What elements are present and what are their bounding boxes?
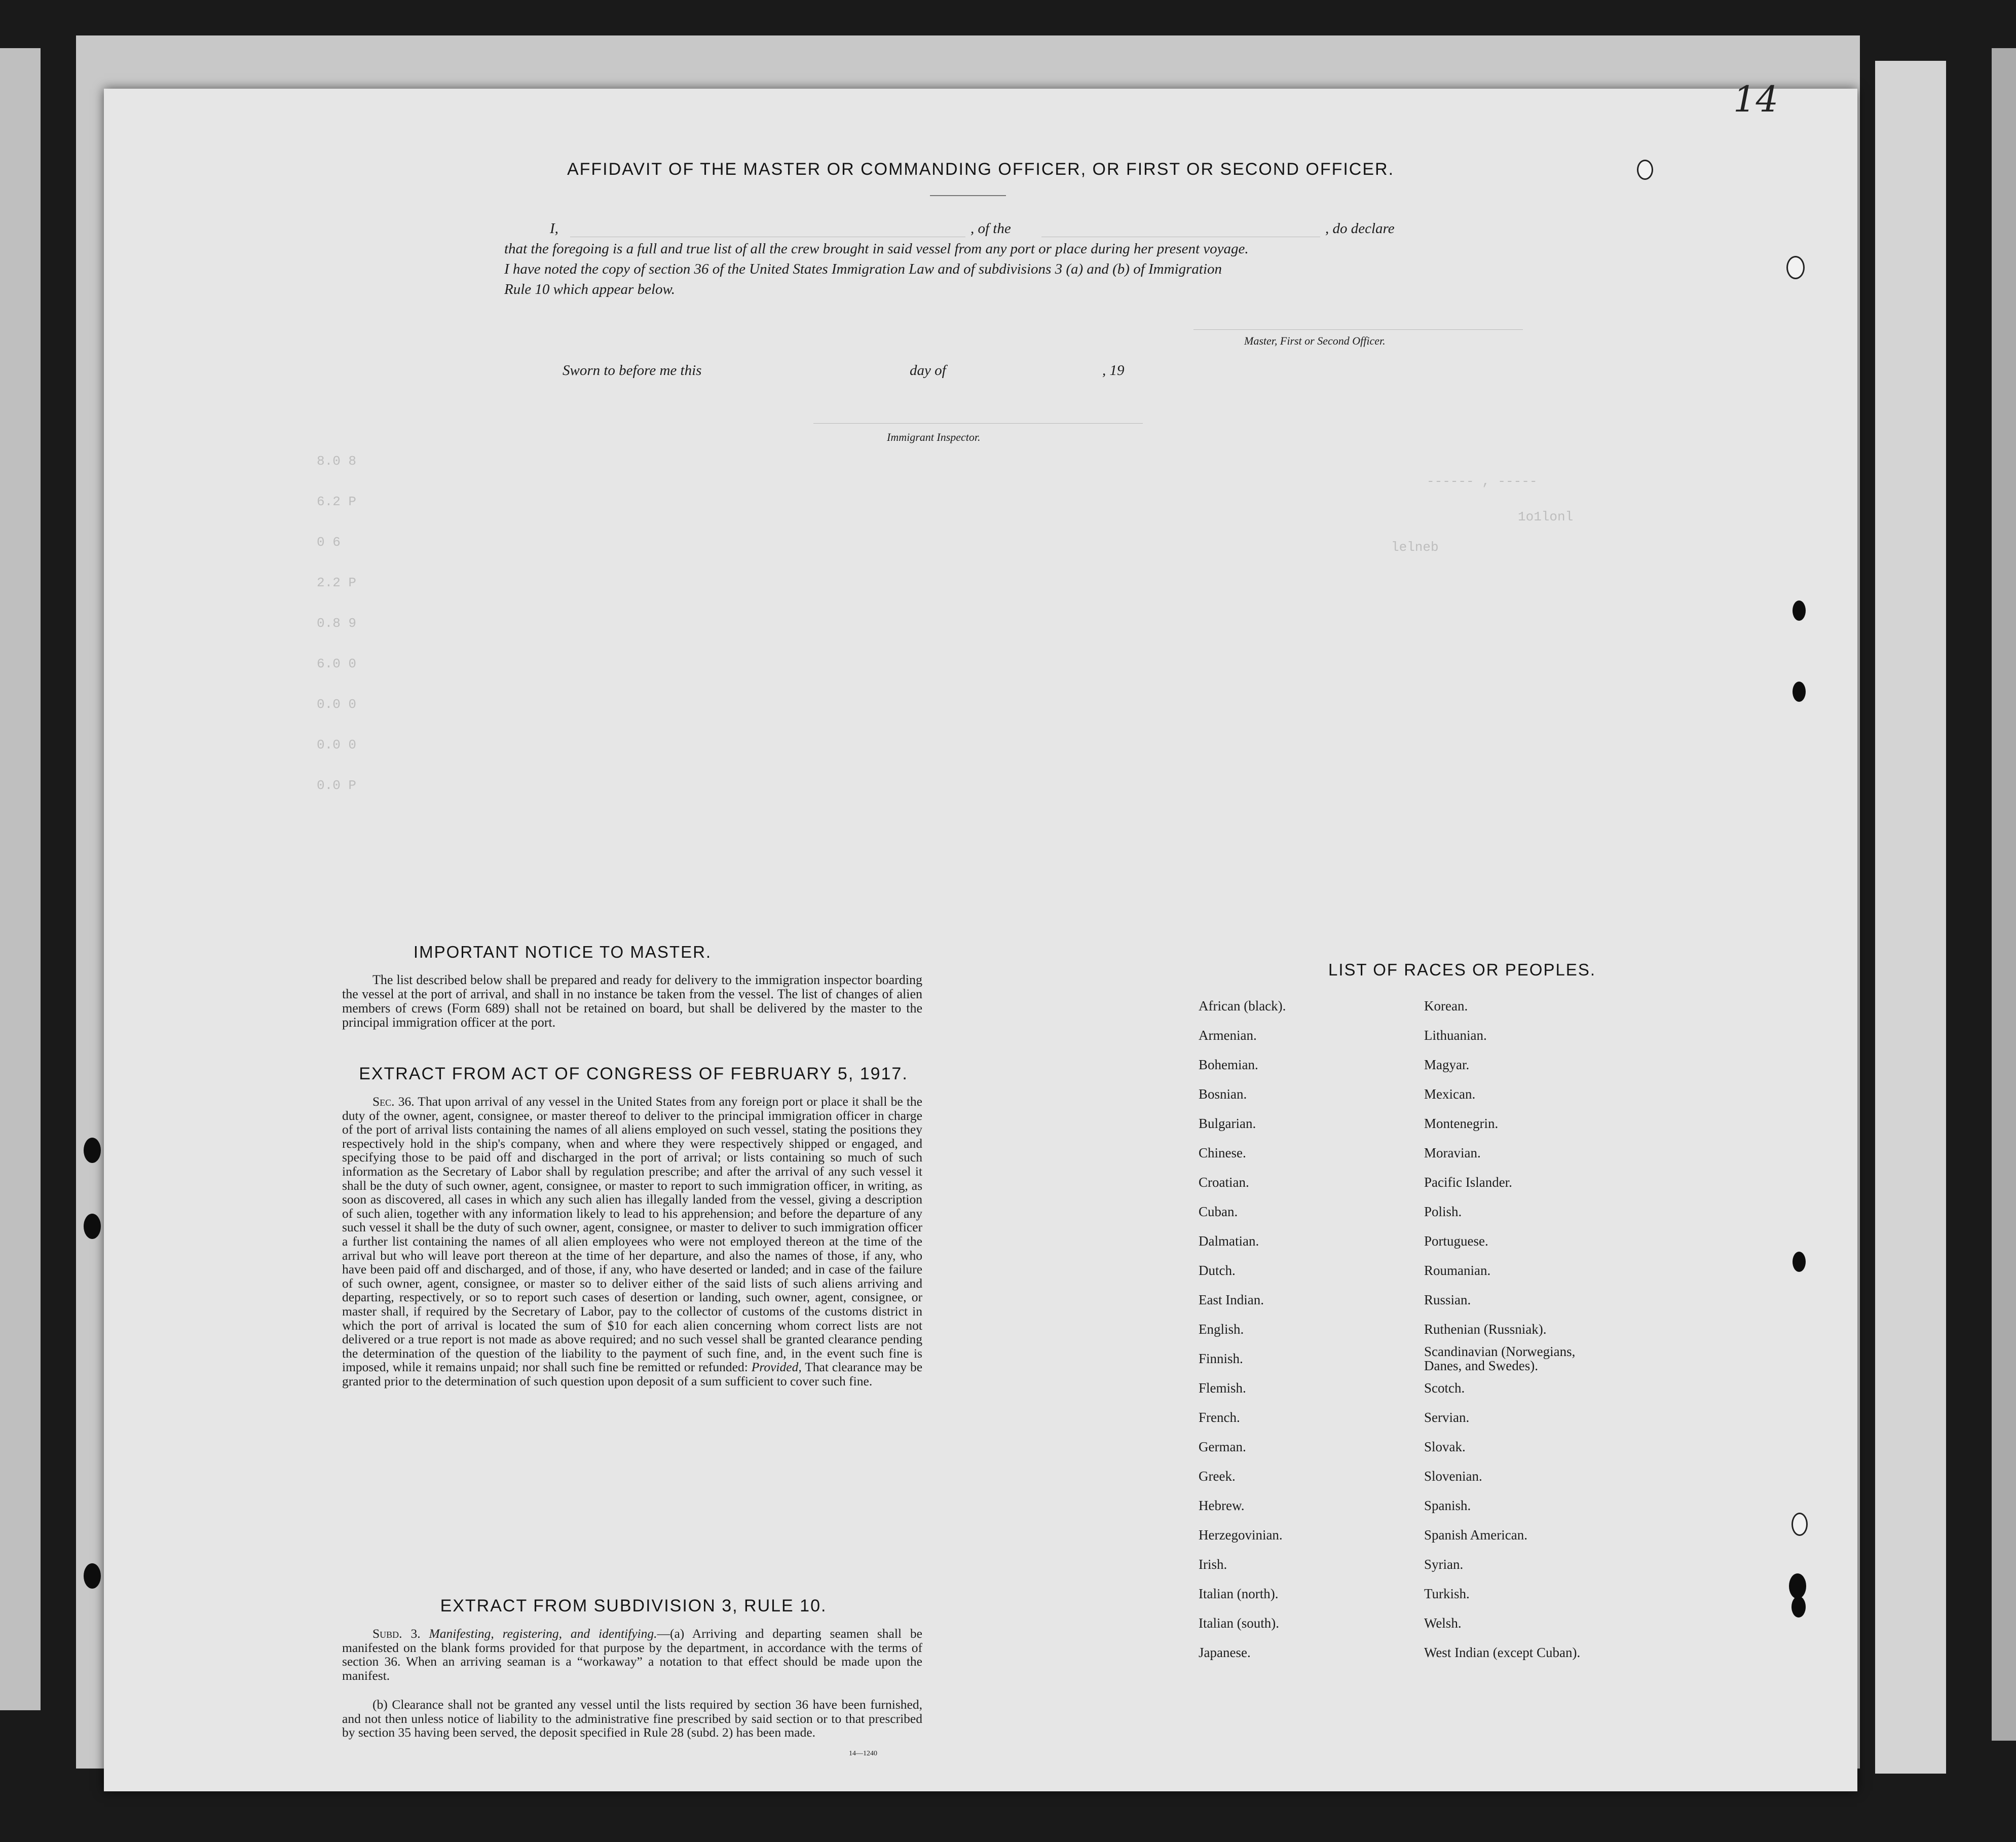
sworn-day-of: day of — [910, 362, 946, 379]
race-item: Moravian. — [1424, 1145, 1481, 1160]
race-item: Slovenian. — [1424, 1469, 1482, 1484]
page-number: 14 — [1733, 79, 1779, 120]
affidavit-divider — [930, 195, 1006, 196]
punch-hole-icon — [1793, 600, 1806, 621]
act-section-text: That upon arrival of any vessel in the United States from any foreign port or place it shall be the duty of the owner, agent, consignee, or master thereof to deliver to the principal immigration officer in charge of the port of arrival lists containing the names of all aliens employed on such vessel, stating the positions they respectively hold in the ship's company, when and where they were respectively shipped or engaged, and specifying those to be paid off and discharged in the port of arrival; or lists containing so much of such information as the Secretary of Labor shall by regulation prescribe; and after the arrival of any such vessel it shall be the duty of such owner, agent, consignee, or master to report to such immigration officer, in writing, as soon as discovered, all cases in which any such alien has illegally landed from the vessel, giving a description of such alien, together with any information likely to lead to his apprehension; and before the departure of any such vessel it shall be the duty of such owner, agent, consignee, or master to deliver to such immigration officer a further list containing the names of all alien employees who were not employed thereon at the time of the arrival but who will leave port thereon at the time of her departure, and also the names of those, if any, who have been paid off and discharged, and of those, if any, who have deserted or landed; and in case of the failure of such owner, agent, consignee, or master so to deliver either of the said lists of such aliens arriving and departing, respectively, or so to report such cases of desertion or landing, such owner, agent, consignee, or master shall, if required by the Secretary of Labor, pay to the collector of customs of the customs district in which the port of arrival is located the sum of $10 for each alien concerning whom correct lists are not delivered or a true report is not made as above required; and no such vessel shall be granted clearance pending the determination of the question of the liability to the payment of such fine, and, in the event such fine is imposed, while it remains unpaid; nor shall such fine be remitted or refunded: — [342, 1094, 922, 1375]
punch-hole-icon — [1793, 1252, 1806, 1272]
race-item: Polish. — [1424, 1204, 1462, 1219]
inspector-label: Immigrant Inspector. — [887, 431, 981, 443]
affidavit-i: I, — [550, 220, 558, 237]
background-sheet-right — [1875, 61, 1946, 1774]
races-title: LIST OF RACES OR PEOPLES. — [1328, 960, 1596, 979]
affidavit-line-2: that the foregoing is a full and true list of all the crew brought in said vessel from any port or place during her present voyage. — [504, 241, 1249, 257]
manifest-page: 14 8.0 8 6.2 P 0 6 2.2 P 0.8 9 6.0 0 0.0 0 0.0 0 0.0 P ------ , ----- 1o1lonl lelneb AFFIDAVIT OF THE MASTER OR COMMANDING OFFICER, OR FIRST OR SECOND OFFICER. I, , of the , do declare that the foregoing is a full and true list of all the crew brought in said vessel from any port or place during her present voyage. I have noted the copy of section 36 of the United States Immigration Law and of subdivisions 3 (a) and (b) of Immigration Rule 10 which appear below. Master, First or Second Officer. Sworn to before me this day of , 19 Immigrant Inspector. IMPORTANT NOTICE TO MASTER. The list described below shall be prepared and ready for delivery to the immigration inspector boarding the vessel at the port of arrival, and shall in no instance be taken from the vessel. The list of changes of alien members of crews (Form 689) shall not be retained on board, but shall be delivered by the master to the principal immigration officer at the port. EXTRACT FROM ACT OF CONGRESS OF FEBRUARY 5, 1917. Sec. 36. That upon arrival of any vessel in the United States from any foreign port or place it shall be the duty of the owner, agent, consignee, or master thereof to deliver to the principal immigration officer in charge of the port of arrival lists containing the names of all aliens employed on such vessel, stating the positions they respectively hold in the ship's company, when and where they were respectively shipped or engaged, and specifying those to be paid off and discharged in the port of arrival; or lists containing so much of such information as the Secretary of Labor shall by regulation prescribe; and after the arrival of any such vessel it shall be the duty of such owner, agent, consignee, or master to report to such immigration officer, in writing, as soon as discovered, all cases in which any such alien has illegally landed from the vessel, giving a description of such alien, together with any information likely to lead to his apprehension; and before the departure of any such vessel it shall be the duty of such owner, agent, consignee, or master to deliver to such immigration officer a further list containing the names of all alien employees who were not employed thereon at the time of the arrival but who will leave port thereon at the time of her departure, and also the names of those, if any, who have been paid off and discharged, and of those, if any, who have deserted or landed; and in case of the failure of such owner, agent, consignee, or master so to deliver either of the said lists of such aliens arriving and departing, respectively, or so to report such cases of desertion or landing, such owner, agent, consignee, or master shall, if required by the Secretary of Labor, pay to the collector of customs of the customs district in which the port of arrival is located the sum of $10 for each alien concerning whom correct lists are not delivered or a true report is not made as above required; and no such vessel shall be granted clearance pending the determination of the question of the liability to the payment of such fine, and, in the event such fine is imposed, while it remains unpaid; nor shall such fine be remitted or refunded: Provided, That clearance may be granted prior to the determination of such question upon deposit of a sum sufficient to cover such fine. EXTRACT FROM SUBDIVISION 3, RULE 10. Subd. 3. Manifesting, registering, and identifying.—(a) Arriving and departing seamen shall be manifested on the blank forms provided for that purpose by the department, in accordance with the terms of section 36. When an arriving seaman is a “workaway” a notation to that effect should be made upon the manifest. (b) Clearance shall not be granted any vessel until the lists required by section 36 have been furnished, and not then unless notice of liability to the administrative fine prescribed by said section or to that prescribed by section 35 having been served, the deposit specified in Rule 28 (subd. 2) has been made. 14—1240 LIST OF RACES OR PEOPLES. African (black). Armenian. Bohemian. Bosnian. Bulgarian. Chinese. Croatian. Cuban. Dalmatian. Dutch. East Indian. English. Finnish. Flemish. French. German. Greek. Hebrew. Herzegovinian. Irish. Italian (north). Italian (south). Japanese. Korean. Lithuanian. Magyar. Mexican. Montenegrin. Moravian. Pacific Islander. Polish. Portuguese. Roumanian. Russian. Ruthenian (Russniak). Scandinavian (Norwegians, Danes, and Swedes). Scotch. Servian. Slovak. Slovenian. Spanish. Spanish American. Syrian. Turkish. Welsh. West Indian (except Cuban). — [104, 89, 1857, 1791]
punch-hole-icon — [84, 1563, 101, 1589]
act-provided-label: Provided, — [751, 1360, 802, 1375]
signature-line — [1193, 329, 1523, 330]
rule-extract-para-a — [342, 1627, 922, 1682]
race-item: Mexican. — [1424, 1086, 1476, 1102]
punch-hole-icon — [84, 1138, 101, 1163]
act-section-label: Sec. 36. — [372, 1094, 415, 1109]
race-item: Spanish American. — [1424, 1527, 1527, 1543]
rule-extract-para-b: (b) Clearance shall not be granted any vessel until the lists required by section 36 have been furnished, and not then unless notice of liability to the administrative fine prescribed by said section or to that prescribed by section 35 having been served, the deposit specified in Rule 28 (subd. 2) has been made. — [342, 1697, 922, 1740]
punch-hole-icon — [1791, 1513, 1808, 1536]
rule-para-a-text: —(a) Arriving and departing seamen shall be manifested on the blank forms provided for that purpose by the department, in accordance with the terms of section 36. When an arriving seaman is a “workaway” a notation to that effect should be made upon the manifest. — [342, 1626, 923, 1683]
race-item: Finnish. — [1199, 1351, 1243, 1366]
race-item: Greek. — [1199, 1469, 1236, 1484]
race-item: Ruthenian (Russniak). — [1424, 1322, 1547, 1337]
race-item: German. — [1199, 1439, 1246, 1454]
background-sheet-far-right — [1992, 48, 2016, 1741]
race-item: Italian (north). — [1199, 1586, 1279, 1601]
race-item: African (black). — [1199, 998, 1286, 1013]
race-item: Dalmatian. — [1199, 1233, 1259, 1249]
race-item: Chinese. — [1199, 1145, 1246, 1160]
race-item: Flemish. — [1199, 1380, 1246, 1396]
race-item: Italian (south). — [1199, 1615, 1279, 1631]
affidavit-line-4: Rule 10 which appear below. — [504, 281, 675, 297]
form-number: 14—1240 — [849, 1750, 877, 1757]
race-item: West Indian (except Cuban). — [1424, 1645, 1581, 1660]
rule-subd-label: Subd. 3. — [372, 1626, 421, 1641]
race-item: East Indian. — [1199, 1292, 1264, 1307]
race-item: Spanish. — [1424, 1498, 1471, 1513]
affidavit-title: AFFIDAVIT OF THE MASTER OR COMMANDING OFFICER, OR FIRST OR SECOND OFFICER. — [567, 160, 1395, 179]
race-item: Roumanian. — [1424, 1263, 1491, 1278]
rule-subd-title: Manifesting, registering, and identifying. — [429, 1626, 657, 1641]
signature-label: Master, First or Second Officer. — [1244, 334, 1386, 347]
rule-extract-title: EXTRACT FROM SUBDIVISION 3, RULE 10. — [440, 1596, 827, 1615]
race-item: Croatian. — [1199, 1175, 1249, 1190]
race-item: Bohemian. — [1199, 1057, 1258, 1072]
race-item: Scandinavian (Norwegians, Danes, and Swedes). — [1424, 1344, 1576, 1373]
race-item: Japanese. — [1199, 1645, 1251, 1660]
act-extract-body — [342, 1095, 922, 1388]
race-item: Armenian. — [1199, 1028, 1257, 1043]
race-item: Servian. — [1424, 1410, 1470, 1425]
act-section-text-end: That clearance may be granted prior to the determination of such question upon deposit of a sum sufficient to cover such fine. — [342, 1360, 923, 1388]
race-item: Herzegovinian. — [1199, 1527, 1283, 1543]
race-item: Pacific Islander. — [1424, 1175, 1512, 1190]
act-extract-title: EXTRACT FROM ACT OF CONGRESS OF FEBRUARY 5, 1917. — [359, 1064, 908, 1083]
race-item: Russian. — [1424, 1292, 1471, 1307]
punch-hole-icon — [1637, 160, 1653, 180]
race-item: English. — [1199, 1322, 1244, 1337]
punch-hole-icon — [1786, 256, 1805, 279]
race-item: Irish. — [1199, 1557, 1227, 1572]
background-sheet-left — [0, 48, 41, 1710]
punch-hole-icon — [1791, 1596, 1806, 1618]
sworn-text: Sworn to before me this — [563, 362, 702, 379]
punch-hole-icon — [1789, 1573, 1806, 1599]
race-item: Slovak. — [1424, 1439, 1466, 1454]
race-item: Bosnian. — [1199, 1086, 1247, 1102]
race-item: Welsh. — [1424, 1615, 1462, 1631]
race-item: Bulgarian. — [1199, 1116, 1256, 1131]
punch-hole-icon — [1793, 682, 1806, 702]
affidavit-of-the: , of the — [970, 220, 1011, 237]
race-item: Turkish. — [1424, 1586, 1470, 1601]
notice-title: IMPORTANT NOTICE TO MASTER. — [413, 943, 712, 961]
race-item: Hebrew. — [1199, 1498, 1245, 1513]
race-item: Lithuanian. — [1424, 1028, 1487, 1043]
notice-body: The list described below shall be prepared and ready for delivery to the immigration inspector boarding the vessel at the port of arrival, and shall in no instance be taken from the vessel. The list of changes of alien members of crews (Form 689) shall not be retained on board, but shall be delivered by the master to the principal immigration officer at the port. — [342, 972, 922, 1030]
race-item: Portuguese. — [1424, 1233, 1488, 1249]
inspector-signature-line — [813, 423, 1143, 424]
sworn-year: , 19 — [1102, 362, 1125, 379]
race-item: Syrian. — [1424, 1557, 1464, 1572]
race-item: Montenegrin. — [1424, 1116, 1499, 1131]
race-item: Cuban. — [1199, 1204, 1238, 1219]
punch-hole-icon — [84, 1214, 101, 1239]
race-item: Scotch. — [1424, 1380, 1465, 1396]
race-item: Magyar. — [1424, 1057, 1470, 1072]
affidavit-do-declare: , do declare — [1325, 220, 1395, 237]
race-item: Korean. — [1424, 998, 1468, 1013]
affidavit-line-3: I have noted the copy of section 36 of the United States Immigration Law and of subdivisions 3 (a) and (b) of Immigration — [504, 261, 1222, 277]
race-item: French. — [1199, 1410, 1240, 1425]
race-item: Dutch. — [1199, 1263, 1236, 1278]
